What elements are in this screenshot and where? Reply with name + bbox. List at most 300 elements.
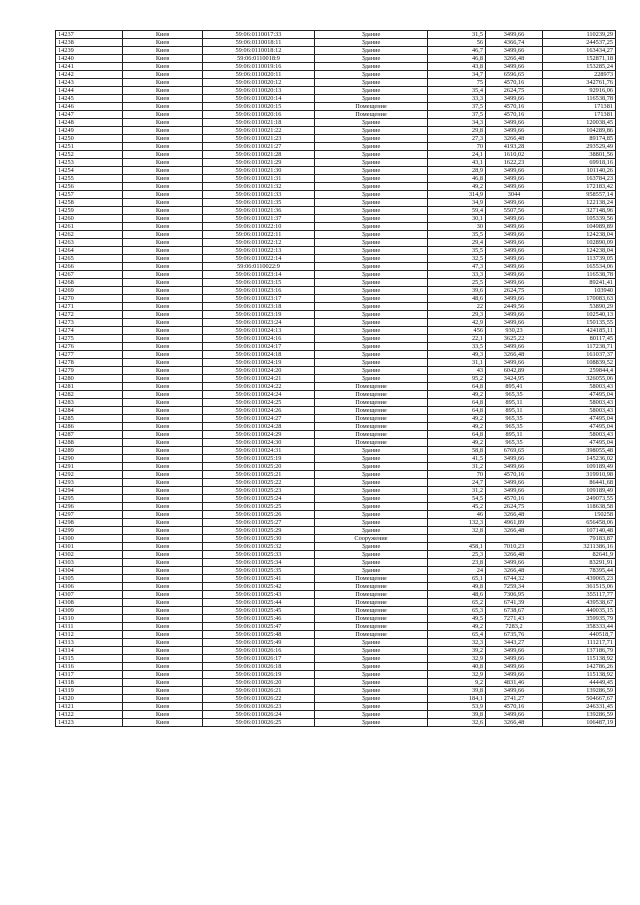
city-cell: Киев: [123, 55, 203, 63]
table-row: [56, 583, 616, 591]
value-cell: 355117,77: [543, 591, 616, 599]
object-type-cell: Здание: [315, 95, 428, 103]
rate-cell: 3499,66: [486, 463, 543, 471]
cadastral-number-cell: 59:06:0110025:48: [203, 631, 315, 639]
object-type-cell: Здание: [315, 703, 428, 711]
rate-cell: 3499,66: [486, 663, 543, 671]
row-number-cell: 14292: [56, 471, 123, 479]
value-cell: 122138,24: [543, 199, 616, 207]
row-number-cell: 14323: [56, 719, 123, 727]
value-cell: 69918,16: [543, 159, 616, 167]
city-cell: Киев: [123, 367, 203, 375]
city-cell: Киев: [123, 415, 203, 423]
table-row: [56, 247, 616, 255]
row-number-cell: 14307: [56, 591, 123, 599]
city-cell: Киев: [123, 559, 203, 567]
value-cell: 89174,85: [543, 135, 616, 143]
cadastral-number-cell: 59:06:0110026:24: [203, 711, 315, 719]
cadastral-number-cell: 59:06:0110021:28: [203, 151, 315, 159]
table-row: [56, 191, 616, 199]
city-cell: Киев: [123, 151, 203, 159]
row-number-cell: 14245: [56, 95, 123, 103]
city-cell: Киев: [123, 575, 203, 583]
object-type-cell: Здание: [315, 303, 428, 311]
rate-cell: 3499,66: [486, 295, 543, 303]
city-cell: Киев: [123, 263, 203, 271]
table-row: [56, 655, 616, 663]
object-type-cell: Здание: [315, 455, 428, 463]
value-cell: 137186,79: [543, 647, 616, 655]
city-cell: Киев: [123, 167, 203, 175]
table-row: [56, 159, 616, 167]
area-cell: 30,1: [428, 215, 486, 223]
object-type-cell: Здание: [315, 215, 428, 223]
rate-cell: 2624,75: [486, 503, 543, 511]
table-row: [56, 103, 616, 111]
value-cell: 105339,56: [543, 215, 616, 223]
value-cell: 293529,49: [543, 143, 616, 151]
object-type-cell: Здание: [315, 287, 428, 295]
cadastral-number-cell: 59:06:0110025:21: [203, 471, 315, 479]
cadastral-number-cell: 59:06:0110021:18: [203, 119, 315, 127]
row-number-cell: 14241: [56, 63, 123, 71]
value-cell: 439538,67: [543, 599, 616, 607]
cadastral-number-cell: 59:06:0110022:14: [203, 255, 315, 263]
rate-cell: 3499,66: [486, 263, 543, 271]
row-number-cell: 14301: [56, 543, 123, 551]
row-number-cell: 14279: [56, 367, 123, 375]
cadastral-number-cell: 59:06:0110024:27: [203, 415, 315, 423]
rate-cell: 3499,66: [486, 127, 543, 135]
table-row: [56, 375, 616, 383]
area-cell: 64,8: [428, 407, 486, 415]
area-cell: 49,5: [428, 615, 486, 623]
city-cell: Киев: [123, 271, 203, 279]
city-cell: Киев: [123, 583, 203, 591]
value-cell: 79183,87: [543, 535, 616, 543]
rate-cell: 3266,48: [486, 527, 543, 535]
area-cell: 64,8: [428, 399, 486, 407]
value-cell: 58003,43: [543, 407, 616, 415]
rate-cell: 6738,67: [486, 607, 543, 615]
object-type-cell: Здание: [315, 87, 428, 95]
table-body: [56, 31, 616, 727]
object-type-cell: Здание: [315, 503, 428, 511]
value-cell: 107140,48: [543, 527, 616, 535]
area-cell: 49,2: [428, 623, 486, 631]
rate-cell: 3499,66: [486, 271, 543, 279]
object-type-cell: Помещение: [315, 431, 428, 439]
value-cell: 424185,11: [543, 327, 616, 335]
value-cell: 170083,63: [543, 295, 616, 303]
cadastral-number-cell: 59:06:0110025:27: [203, 519, 315, 527]
value-cell: 78395,44: [543, 567, 616, 575]
row-number-cell: 14296: [56, 503, 123, 511]
city-cell: Киев: [123, 335, 203, 343]
cadastral-number-cell: 59:06:0110025:44: [203, 599, 315, 607]
city-cell: Киев: [123, 527, 203, 535]
object-type-cell: Здание: [315, 495, 428, 503]
table-row: [56, 335, 616, 343]
city-cell: Киев: [123, 295, 203, 303]
table-row: [56, 351, 616, 359]
cadastral-number-cell: 59:06:0110023:19: [203, 311, 315, 319]
area-cell: 35,5: [428, 231, 486, 239]
cadastral-number-cell: 59:06:0110024:20: [203, 367, 315, 375]
value-cell: 145236,02: [543, 455, 616, 463]
value-cell: 115138,92: [543, 655, 616, 663]
value-cell: 47495,04: [543, 423, 616, 431]
object-type-cell: Здание: [315, 223, 428, 231]
city-cell: Киев: [123, 655, 203, 663]
value-cell: 398055,48: [543, 447, 616, 455]
city-cell: Киев: [123, 247, 203, 255]
value-cell: 249073,55: [543, 495, 616, 503]
table-row: [56, 303, 616, 311]
value-cell: 89241,41: [543, 279, 616, 287]
rate-cell: 3499,66: [486, 215, 543, 223]
area-cell: 29,3: [428, 311, 486, 319]
area-cell: 39,8: [428, 687, 486, 695]
object-type-cell: Помещение: [315, 591, 428, 599]
rate-cell: 930,23: [486, 327, 543, 335]
row-number-cell: 14250: [56, 135, 123, 143]
object-type-cell: Здание: [315, 663, 428, 671]
value-cell: 113739,05: [543, 255, 616, 263]
object-type-cell: Здание: [315, 127, 428, 135]
object-type-cell: Здание: [315, 647, 428, 655]
cadastral-number-cell: 59:06:0110025:41: [203, 575, 315, 583]
value-cell: 163784,23: [543, 175, 616, 183]
value-cell: 104989,89: [543, 223, 616, 231]
value-cell: 109189,49: [543, 487, 616, 495]
cadastral-number-cell: 59:06:0110020:11: [203, 71, 315, 79]
value-cell: 958557,14: [543, 191, 616, 199]
city-cell: Киев: [123, 671, 203, 679]
object-type-cell: Здание: [315, 247, 428, 255]
table-row: [56, 527, 616, 535]
table-row: [56, 463, 616, 471]
city-cell: Киев: [123, 543, 203, 551]
table-row: [56, 167, 616, 175]
row-number-cell: 14314: [56, 647, 123, 655]
cadastral-number-cell: 59:06:0110018:9: [203, 55, 315, 63]
city-cell: Киев: [123, 39, 203, 47]
area-cell: 42,9: [428, 319, 486, 327]
row-number-cell: 14320: [56, 695, 123, 703]
city-cell: Киев: [123, 455, 203, 463]
table-row: [56, 535, 616, 543]
area-cell: 58,8: [428, 447, 486, 455]
row-number-cell: 14267: [56, 271, 123, 279]
value-cell: 244537,25: [543, 39, 616, 47]
row-number-cell: 14300: [56, 535, 123, 543]
cadastral-number-cell: 59:06:0110021:22: [203, 127, 315, 135]
value-cell: 117238,71: [543, 343, 616, 351]
cadastral-number-cell: 59:06:0110017:33: [203, 31, 315, 39]
value-cell: 47495,04: [543, 439, 616, 447]
value-cell: 120038,45: [543, 119, 616, 127]
rate-cell: 4570,16: [486, 111, 543, 119]
object-type-cell: Здание: [315, 335, 428, 343]
value-cell: 118638,58: [543, 503, 616, 511]
cadastral-number-cell: 59:06:0110020:15: [203, 103, 315, 111]
table-row: [56, 175, 616, 183]
object-type-cell: Помещение: [315, 391, 428, 399]
rate-cell: 3266,48: [486, 351, 543, 359]
rate-cell: 3443,27: [486, 639, 543, 647]
row-number-cell: 14309: [56, 607, 123, 615]
value-cell: 139286,59: [543, 687, 616, 695]
row-number-cell: 14299: [56, 527, 123, 535]
cadastral-number-cell: 59:06:0110018:11: [203, 39, 315, 47]
city-cell: Киев: [123, 407, 203, 415]
cadastral-number-cell: 59:06:0110025:24: [203, 495, 315, 503]
table-row: [56, 663, 616, 671]
area-cell: 34,3: [428, 119, 486, 127]
object-type-cell: Здание: [315, 199, 428, 207]
object-type-cell: Помещение: [315, 599, 428, 607]
area-cell: 29,8: [428, 127, 486, 135]
value-cell: 86441,68: [543, 479, 616, 487]
table-row: [56, 631, 616, 639]
cadastral-number-cell: 59:06:0110025:23: [203, 487, 315, 495]
row-number-cell: 14257: [56, 191, 123, 199]
area-cell: 65,3: [428, 607, 486, 615]
cadastral-number-cell: 59:06:0110025:30: [203, 535, 315, 543]
row-number-cell: 14298: [56, 519, 123, 527]
table-row: [56, 591, 616, 599]
row-number-cell: 14293: [56, 479, 123, 487]
object-type-cell: Здание: [315, 359, 428, 367]
table-row: [56, 119, 616, 127]
table-row: [56, 615, 616, 623]
cadastral-number-cell: 59:06:0110024:16: [203, 335, 315, 343]
cadastral-number-cell: 59:06:0110026:19: [203, 671, 315, 679]
value-cell: 163434,27: [543, 47, 616, 55]
object-type-cell: Здание: [315, 143, 428, 151]
rate-cell: 2741,27: [486, 695, 543, 703]
area-cell: 28,9: [428, 167, 486, 175]
cadastral-number-cell: 59:06:0110024:24: [203, 391, 315, 399]
rate-cell: 4366,74: [486, 39, 543, 47]
row-number-cell: 14289: [56, 447, 123, 455]
row-number-cell: 14305: [56, 575, 123, 583]
cadastral-number-cell: 59:06:0110026:25: [203, 719, 315, 727]
city-cell: Киев: [123, 647, 203, 655]
cadastral-number-cell: 59:06:0110021:35: [203, 199, 315, 207]
object-type-cell: Здание: [315, 719, 428, 727]
object-type-cell: Здание: [315, 311, 428, 319]
city-cell: Киев: [123, 279, 203, 287]
object-type-cell: Помещение: [315, 439, 428, 447]
rate-cell: 965,35: [486, 439, 543, 447]
rate-cell: 1622,23: [486, 159, 543, 167]
city-cell: Киев: [123, 87, 203, 95]
rate-cell: 3266,48: [486, 551, 543, 559]
table-row: [56, 407, 616, 415]
value-cell: 440035,15: [543, 607, 616, 615]
object-type-cell: Здание: [315, 63, 428, 71]
city-cell: Киев: [123, 303, 203, 311]
area-cell: 59,4: [428, 207, 486, 215]
cadastral-number-cell: 59:06:0110023:16: [203, 287, 315, 295]
value-cell: 172183,42: [543, 183, 616, 191]
value-cell: 359935,79: [543, 615, 616, 623]
row-number-cell: 14280: [56, 375, 123, 383]
area-cell: 46,8: [428, 55, 486, 63]
area-cell: 65,1: [428, 575, 486, 583]
object-type-cell: Помещение: [315, 111, 428, 119]
area-cell: 53,9: [428, 703, 486, 711]
cadastral-number-cell: 59:06:0110025:49: [203, 639, 315, 647]
row-number-cell: 14306: [56, 583, 123, 591]
cadastral-number-cell: 59:06:0110020:16: [203, 111, 315, 119]
area-cell: 43: [428, 367, 486, 375]
table-row: [56, 207, 616, 215]
city-cell: Киев: [123, 431, 203, 439]
table-row: [56, 567, 616, 575]
area-cell: 31,2: [428, 487, 486, 495]
area-cell: [428, 535, 486, 543]
table-row: [56, 63, 616, 71]
rate-cell: 7259,34: [486, 583, 543, 591]
object-type-cell: Здание: [315, 447, 428, 455]
city-cell: Киев: [123, 551, 203, 559]
value-cell: 161037,37: [543, 351, 616, 359]
rate-cell: 3499,66: [486, 711, 543, 719]
row-number-cell: 14276: [56, 343, 123, 351]
area-cell: 48,6: [428, 591, 486, 599]
cadastral-number-cell: 59:06:0110022:9: [203, 263, 315, 271]
city-cell: Киев: [123, 255, 203, 263]
rate-cell: 3499,66: [486, 655, 543, 663]
city-cell: Киев: [123, 639, 203, 647]
row-number-cell: 14265: [56, 255, 123, 263]
object-type-cell: Здание: [315, 367, 428, 375]
rate-cell: 3625,22: [486, 335, 543, 343]
cadastral-number-cell: 59:06:0110026:16: [203, 647, 315, 655]
value-cell: 109189,49: [543, 463, 616, 471]
row-number-cell: 14284: [56, 407, 123, 415]
table-row: [56, 343, 616, 351]
cadastral-number-cell: 59:06:0110024:19: [203, 359, 315, 367]
table-row: [56, 279, 616, 287]
city-cell: Киев: [123, 703, 203, 711]
city-cell: Киев: [123, 623, 203, 631]
cadastral-number-cell: 59:06:0110022:11: [203, 231, 315, 239]
value-cell: 342761,76: [543, 79, 616, 87]
object-type-cell: Здание: [315, 239, 428, 247]
rate-cell: 2624,75: [486, 87, 543, 95]
table-row: [56, 695, 616, 703]
table-row: [56, 495, 616, 503]
table-row: [56, 239, 616, 247]
cadastral-number-cell: 59:06:0110021:31: [203, 175, 315, 183]
rate-cell: 3499,66: [486, 671, 543, 679]
table-row: [56, 55, 616, 63]
area-cell: 46,7: [428, 47, 486, 55]
cadastral-number-cell: 59:06:0110025:25: [203, 503, 315, 511]
value-cell: 656458,06: [543, 519, 616, 527]
area-cell: 31,2: [428, 463, 486, 471]
area-cell: 49,2: [428, 423, 486, 431]
rate-cell: 3424,95: [486, 375, 543, 383]
rate-cell: 3499,66: [486, 63, 543, 71]
value-cell: 326055,06: [543, 375, 616, 383]
table-row: [56, 359, 616, 367]
city-cell: Киев: [123, 471, 203, 479]
area-cell: 32,6: [428, 719, 486, 727]
value-cell: 38801,56: [543, 151, 616, 159]
table-row: [56, 671, 616, 679]
city-cell: Киев: [123, 439, 203, 447]
city-cell: Киев: [123, 95, 203, 103]
table-row: [56, 543, 616, 551]
area-cell: 49,2: [428, 391, 486, 399]
value-cell: 171381: [543, 103, 616, 111]
cadastral-number-cell: 59:06:0110021:30: [203, 167, 315, 175]
table-row: [56, 39, 616, 47]
row-number-cell: 14263: [56, 239, 123, 247]
area-cell: 47,3: [428, 263, 486, 271]
city-cell: Киев: [123, 191, 203, 199]
cadastral-number-cell: 59:06:0110023:15: [203, 279, 315, 287]
table-row: [56, 327, 616, 335]
value-cell: 171381: [543, 111, 616, 119]
city-cell: Киев: [123, 359, 203, 367]
city-cell: Киев: [123, 503, 203, 511]
object-type-cell: Помещение: [315, 615, 428, 623]
cadastral-number-cell: 59:06:0110023:17: [203, 295, 315, 303]
object-type-cell: Здание: [315, 79, 428, 87]
rate-cell: 895,41: [486, 383, 543, 391]
object-type-cell: Помещение: [315, 623, 428, 631]
table-row: [56, 223, 616, 231]
object-type-cell: Помещение: [315, 103, 428, 111]
row-number-cell: 14238: [56, 39, 123, 47]
value-cell: 53890,29: [543, 303, 616, 311]
table-row: [56, 599, 616, 607]
rate-cell: 965,35: [486, 391, 543, 399]
value-cell: 44449,45: [543, 679, 616, 687]
city-cell: Киев: [123, 111, 203, 119]
cadastral-number-cell: 59:06:0110025:20: [203, 463, 315, 471]
cadastral-number-cell: 59:06:0110026:20: [203, 679, 315, 687]
row-number-cell: 14274: [56, 327, 123, 335]
object-type-cell: Помещение: [315, 423, 428, 431]
object-type-cell: Здание: [315, 47, 428, 55]
value-cell: 152871,18: [543, 55, 616, 63]
row-number-cell: 14303: [56, 559, 123, 567]
rate-cell: 3499,66: [486, 559, 543, 567]
row-number-cell: 14319: [56, 687, 123, 695]
city-cell: Киев: [123, 391, 203, 399]
object-type-cell: Здание: [315, 183, 428, 191]
table-row: [56, 431, 616, 439]
rate-cell: 3499,66: [486, 311, 543, 319]
area-cell: 31,5: [428, 31, 486, 39]
table-row: [56, 455, 616, 463]
city-cell: Киев: [123, 215, 203, 223]
row-number-cell: 14277: [56, 351, 123, 359]
area-cell: 32,9: [428, 655, 486, 663]
table-row: [56, 87, 616, 95]
value-cell: 103940: [543, 287, 616, 295]
cadastral-number-cell: 59:06:0110024:17: [203, 343, 315, 351]
row-number-cell: 14322: [56, 711, 123, 719]
rate-cell: [486, 535, 543, 543]
